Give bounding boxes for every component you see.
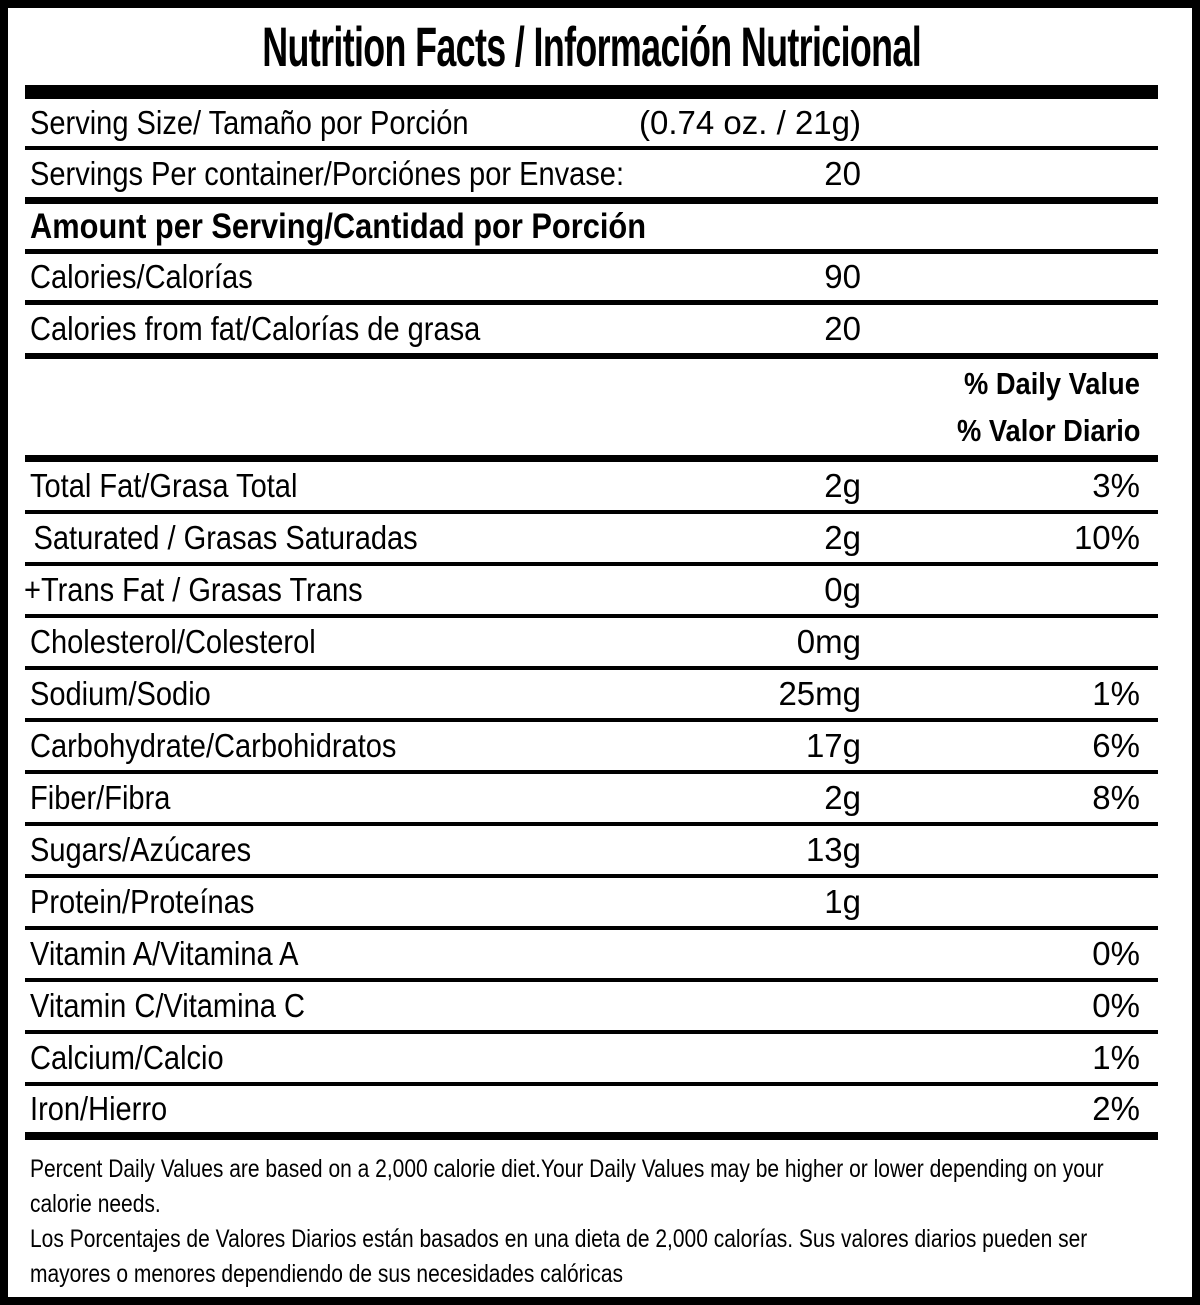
nutrient-row-sodium [25, 670, 1158, 722]
footnote-line: calorie needs. [30, 1190, 161, 1218]
nutrient-row-calcium [25, 1034, 1158, 1086]
page-title: Nutrition Facts / Información Nutricional [262, 15, 921, 78]
nutrient-value: 17g [805, 727, 861, 764]
nutrient-label: Iron/Hierro [30, 1090, 168, 1127]
nutrient-label: Fiber/Fibra [30, 779, 171, 816]
nutrient-row-vitamin-c [25, 982, 1158, 1034]
calories-from-fat-value: 20 [824, 310, 861, 347]
nutrient-label: Protein/Proteínas [30, 883, 255, 920]
calories-from-fat-label: Calories from fat/Calorías de grasa [30, 310, 481, 347]
nutrient-label: +Trans Fat / Grasas Trans [24, 571, 363, 608]
nutrient-label: Saturated / Grasas Saturadas [33, 519, 418, 556]
nutrient-row-saturated-fat [25, 514, 1158, 566]
nutrient-row-sugars [25, 826, 1158, 878]
nutrient-label: Carbohydrate/Carbohidratos [30, 727, 397, 764]
calories-value: 90 [824, 258, 861, 295]
calories-row [25, 254, 1158, 305]
servings-per-container-row [25, 150, 1158, 204]
nutrient-row-vitamin-a [25, 930, 1158, 982]
nutrient-label: Calcium/Calcio [30, 1039, 224, 1076]
nutrient-label: Sugars/Azúcares [30, 831, 252, 868]
nutrient-percent: 0% [1092, 935, 1140, 972]
nutrient-label: Total Fat/Grasa Total [30, 467, 298, 504]
nutrient-row-cholesterol [25, 618, 1158, 670]
nutrient-percent: 10% [1073, 519, 1140, 556]
nutrient-percent: 3% [1092, 467, 1140, 504]
nutrient-percent: 1% [1092, 1039, 1140, 1076]
amount-per-serving-header-row [25, 204, 1158, 254]
nutrient-percent: 6% [1092, 727, 1140, 764]
nutrient-value: 2g [824, 467, 861, 504]
nutrient-value: 13g [805, 831, 861, 868]
nutrient-value: 1g [824, 883, 861, 920]
nutrient-row-carbohydrate [25, 722, 1158, 774]
title-divider-bar [25, 85, 1158, 99]
nutrient-row-trans-fat [25, 566, 1158, 618]
nutrient-label: Cholesterol/Colesterol [30, 623, 316, 660]
footnotes [25, 1140, 1158, 1292]
serving-size-row [25, 99, 1158, 150]
serving-size-label: Serving Size/ Tamaño por Porción [30, 103, 469, 141]
nutrient-value: 25mg [778, 675, 861, 712]
nutrient-label: Sodium/Sodio [30, 675, 211, 712]
servings-per-container-value: 20 [824, 154, 861, 192]
nutrient-row-total-fat [25, 462, 1158, 514]
nutrient-label: Vitamin C/Vitamina C [30, 987, 305, 1024]
nutrient-value: 2g [824, 519, 861, 556]
nutrient-percent: 1% [1092, 675, 1140, 712]
nutrient-percent: 8% [1092, 779, 1140, 816]
nutrient-value: 0mg [796, 623, 861, 660]
nutrient-row-fiber [25, 774, 1158, 826]
nutrient-value: 2g [824, 779, 861, 816]
daily-value-header-en: % Daily Value [964, 366, 1140, 401]
servings-per-container-label: Servings Per container/Porciónes por Envase: [30, 154, 625, 192]
nutrient-value: 0g [824, 571, 861, 608]
daily-value-header-es: % Valor Diario [956, 413, 1140, 448]
calories-from-fat-row [25, 305, 1158, 359]
nutrient-row-iron [25, 1086, 1158, 1140]
amount-per-serving-header: Amount per Serving/Cantidad por Porción [30, 206, 647, 246]
calories-label: Calories/Calorías [30, 258, 253, 295]
serving-size-value: (0.74 oz. / 21g) [639, 103, 861, 141]
footnote-line: Los Porcentajes de Valores Diarios están basados en una dieta de 2,000 calorías. Sus valores diarios pueden ser [30, 1225, 1088, 1253]
daily-value-header [25, 359, 1158, 462]
nutrient-label: Vitamin A/Vitamina A [30, 935, 299, 972]
nutrient-percent: 2% [1092, 1090, 1140, 1127]
nutrient-percent: 0% [1092, 987, 1140, 1024]
footnote-line: mayores o menores dependiendo de sus necesidades calóricas [30, 1260, 624, 1288]
label-header [25, 8, 1158, 85]
nutrient-row-protein [25, 878, 1158, 930]
footnote-line: Percent Daily Values are based on a 2,000 calorie diet.Your Daily Values may be higher or lower depending on your [30, 1155, 1104, 1183]
